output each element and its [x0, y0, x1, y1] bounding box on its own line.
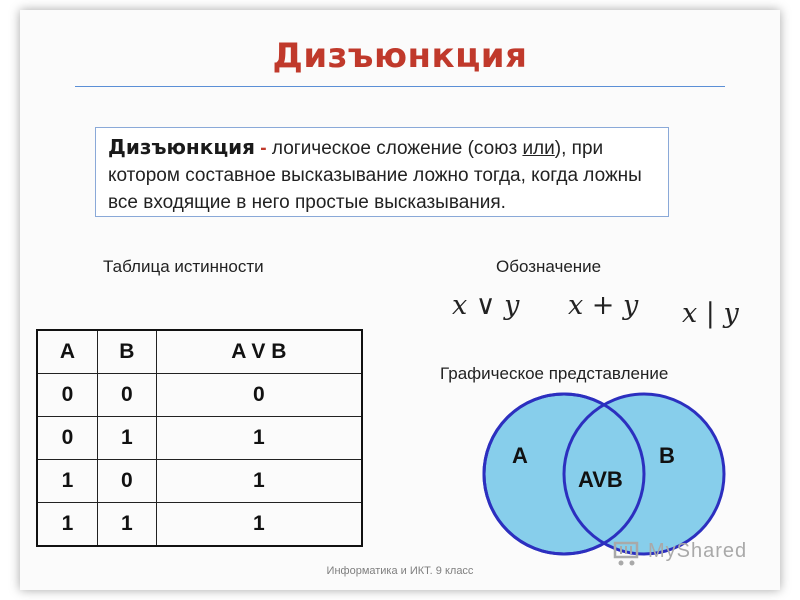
- table-cell: 1: [97, 417, 156, 460]
- definition-dash: -: [255, 138, 272, 159]
- graphic-label: Графическое представление: [440, 364, 669, 383]
- table-cell: 1: [37, 460, 97, 503]
- table-cell: 0: [37, 374, 97, 417]
- definition-underlined-word: или: [522, 138, 555, 159]
- title-divider: [75, 86, 725, 87]
- table-cell: 0: [156, 374, 362, 417]
- table-cell: 0: [37, 417, 97, 460]
- venn-label-intersection: AVB: [578, 467, 623, 492]
- notation-disjunction: x ∨ y: [452, 290, 520, 321]
- definition-box: [95, 127, 669, 217]
- notation-plus: x + y: [568, 290, 639, 321]
- table-row: [37, 374, 362, 417]
- notation-bar: x | y: [682, 298, 739, 329]
- truth-table-label: Таблица истинности: [103, 257, 264, 276]
- table-row: [37, 460, 362, 503]
- notation-label: Обозначение: [496, 257, 602, 276]
- slide-footer: Информатика и ИКТ. 9 класс: [326, 565, 474, 577]
- table-cell: 1: [156, 503, 362, 547]
- table-row: [37, 503, 362, 547]
- table-row: [37, 417, 362, 460]
- table-cell: 1: [156, 460, 362, 503]
- definition-text-after: ), при котором составное высказывание ложно тогда, когда ложны все входящие в него простые высказывания.: [108, 138, 642, 213]
- table-header-cell: A: [37, 330, 97, 374]
- watermark: [612, 538, 772, 568]
- table-header-row: [37, 330, 362, 374]
- venn-label-b: B: [659, 443, 675, 468]
- table-cell: 1: [37, 503, 97, 547]
- definition-text-before: логическое сложение (союз: [271, 138, 523, 159]
- watermark-text: MyShared: [648, 540, 748, 562]
- definition-term: Дизъюнкция: [108, 135, 255, 159]
- shopping-cart-icon: [612, 538, 644, 568]
- table-header-cell: A V B: [156, 330, 362, 374]
- table-cell: 0: [97, 460, 156, 503]
- table-cell: 1: [97, 503, 156, 547]
- slide-title: Дизъюнкция: [272, 36, 528, 76]
- venn-label-a: A: [512, 443, 528, 468]
- table-cell: 0: [97, 374, 156, 417]
- truth-table: [36, 329, 363, 547]
- table-header-cell: B: [97, 330, 156, 374]
- table-cell: 1: [156, 417, 362, 460]
